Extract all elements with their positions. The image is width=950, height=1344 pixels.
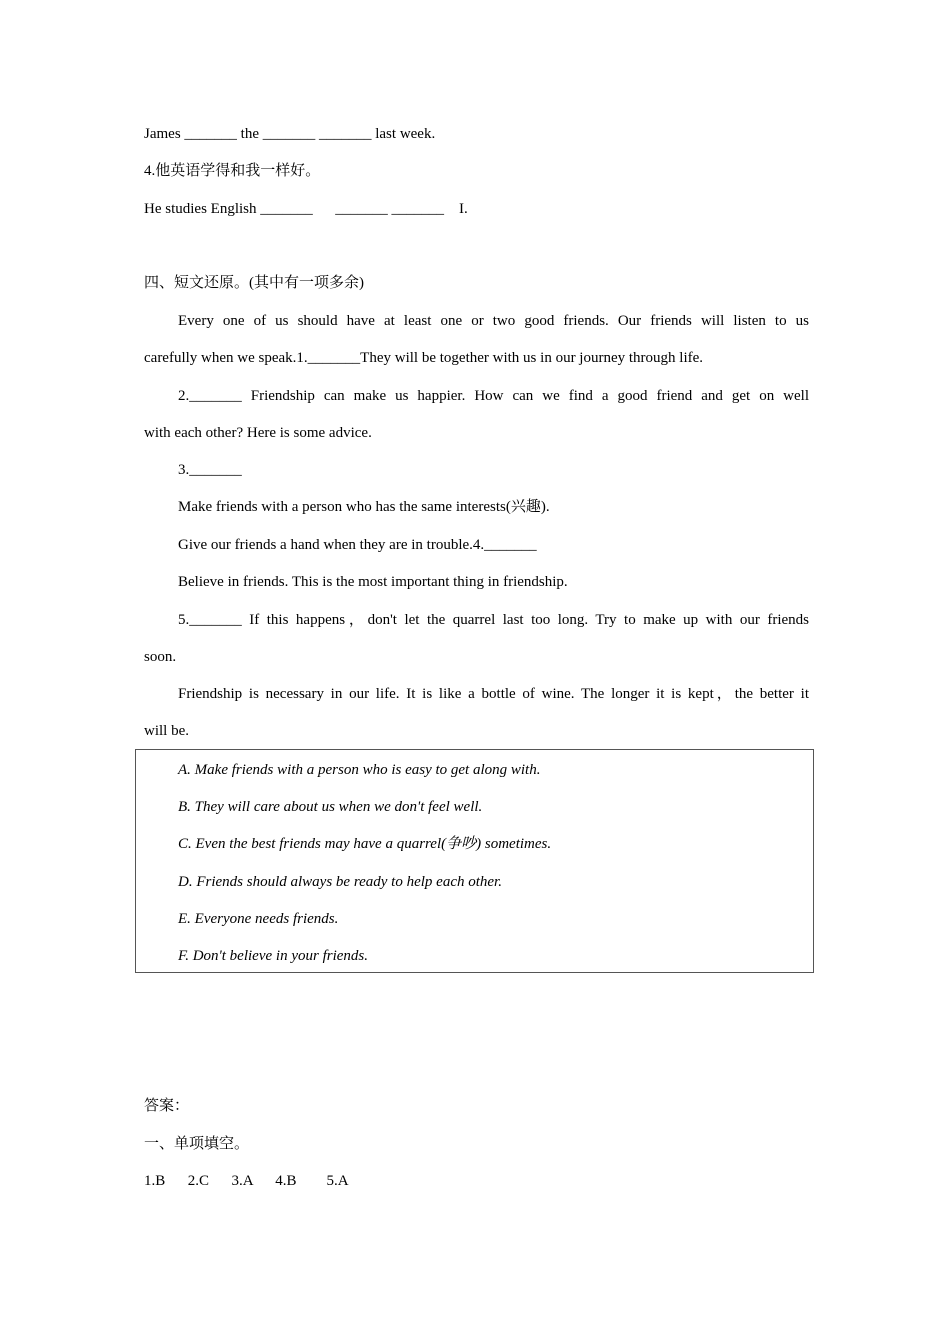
passage-line-3: 2._______ Friendship can make us happier. How can we find a good friend and get on well [178,388,809,404]
section3-q4-english: He studies English _______ _______ _______ I. [144,201,468,217]
passage-line-8: Believe in friends. This is the most important thing in friendship. [178,574,568,590]
option-f: F. Don't believe in your friends. [178,948,368,964]
passage-line-4: with each other? Here is some advice. [144,425,372,441]
answers-heading: 答案： [144,1098,190,1114]
option-c: C. Even the best friends may have a quarrel(争吵) sometimes. [178,836,552,852]
option-a: A. Make friends with a person who is easy to get along with. [178,762,541,778]
passage-line-7: Give our friends a hand when they are in trouble.4._______ [178,537,537,553]
passage-line-5: 3._______ [178,462,242,478]
section4-heading: 四、短文还原。(其中有一项多余) [144,275,364,291]
answers-section1-heading: 一、单项填空。 [144,1136,250,1152]
section3-q4-chinese: 4.他英语学得和我一样好。 [144,163,321,179]
option-d: D. Friends should always be ready to help each other. [178,874,502,890]
passage-line-9: 5._______ If this happens，don't let the quarrel last too long. Try to make up with our friends [178,612,809,628]
section3-q3-english: James _______ the _______ _______ last week. [144,126,436,142]
passage-line-12: will be. [144,723,189,739]
options-box [135,749,814,973]
passage-line-10: soon. [144,649,177,665]
passage-line-2: carefully when we speak.1._______They will be together with us in our journey through life. [144,350,704,366]
passage-line-11: Friendship is necessary in our life. It is like a bottle of wine. The longer it is kept，the better it [178,686,809,702]
passage-line-6: Make friends with a person who has the same interests(兴趣). [178,499,550,515]
passage-line-1: Every one of us should have at least one or two good friends. Our friends will listen to us [178,313,809,329]
answers-section1-list: 1.B 2.C 3.A 4.B 5.A [144,1173,349,1189]
option-e: E. Everyone needs friends. [178,911,339,927]
option-b: B. They will care about us when we don't feel well. [178,799,483,815]
